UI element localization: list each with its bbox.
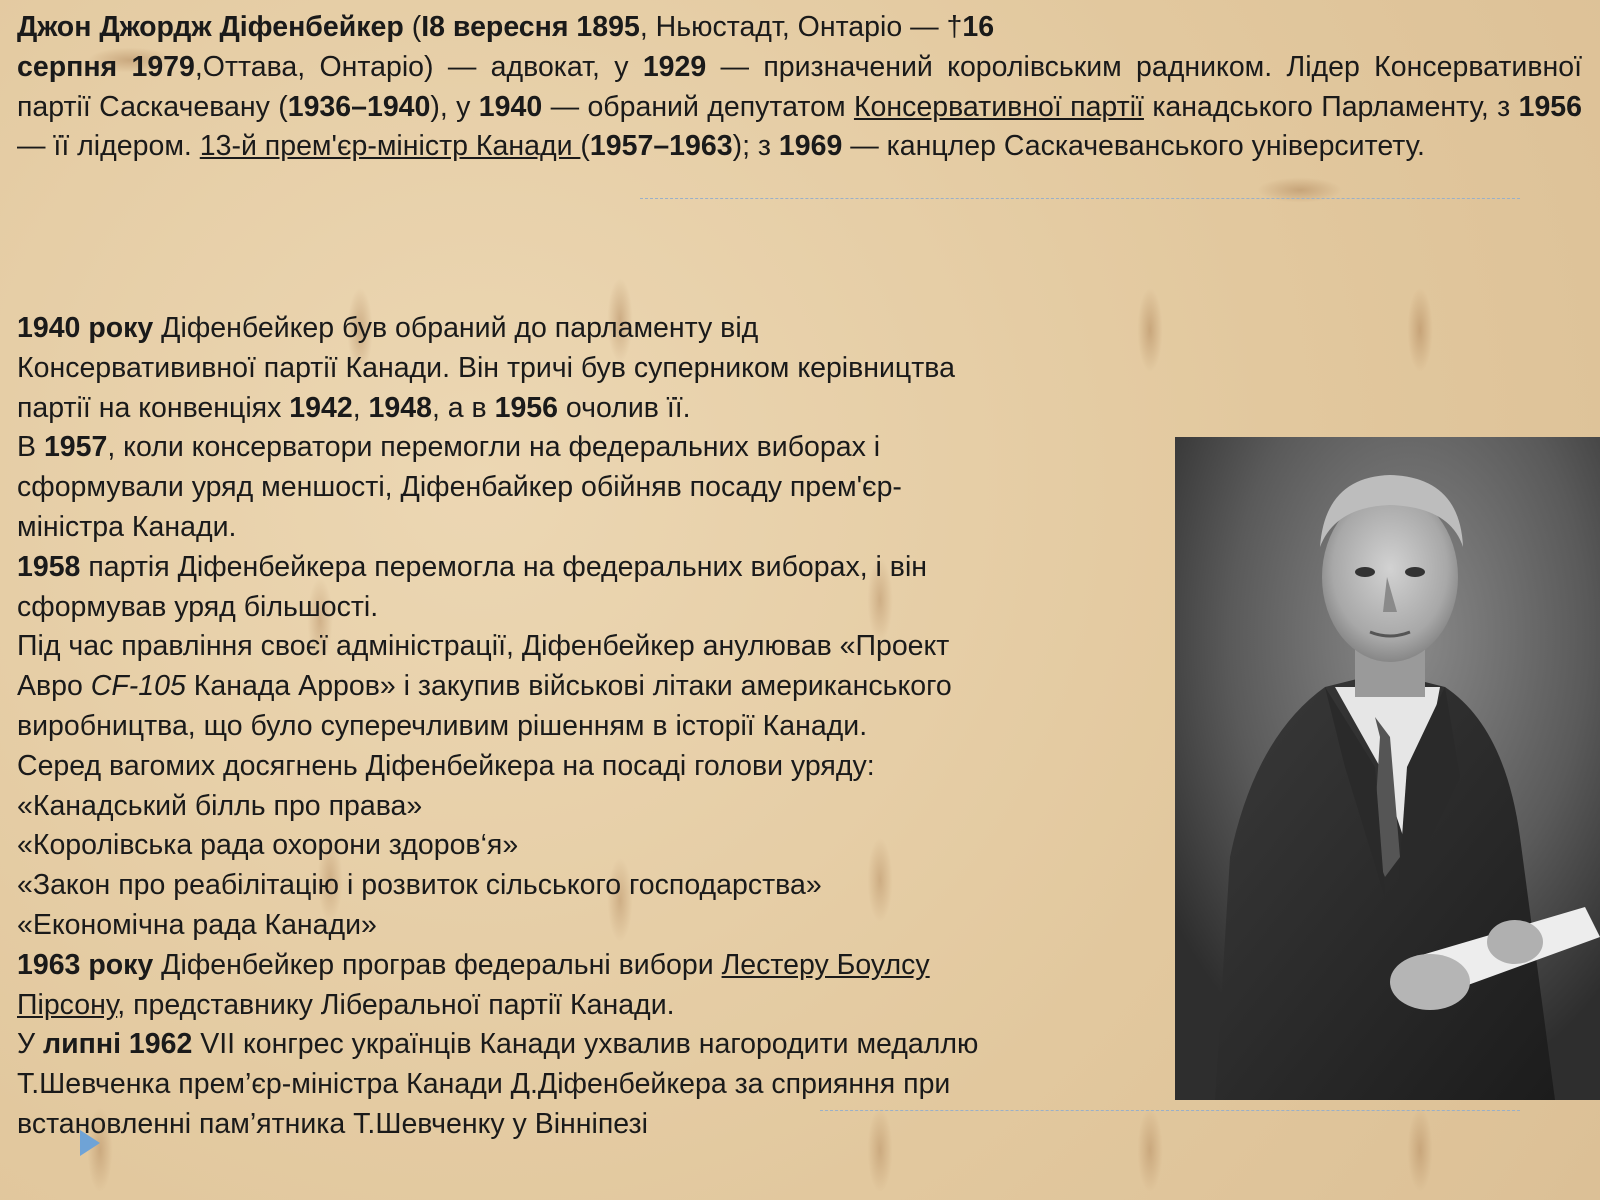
body-text: Під час правління своєї адміністрації, Діфенбейкер анулював «Проект (17, 630, 950, 663)
body-text: міністра Канади. (17, 510, 237, 543)
achievement-item (17, 906, 1135, 946)
body-line (17, 1065, 1135, 1105)
portrait-illustration (1175, 437, 1600, 1100)
intro-text: , Ньюстадт, Онтаріо — † (639, 11, 963, 43)
body-text: Діфенбейкер був обраний до парламенту від (153, 312, 759, 344)
play-triangle-icon[interactable] (80, 1130, 100, 1156)
body-text: Канада Арров» і закупив військові літаки американського (185, 670, 952, 703)
body-line (17, 707, 1135, 747)
body-text: партії на конвенціях (17, 391, 290, 424)
year-highlight: 1940 (478, 90, 543, 123)
body-line (17, 389, 1135, 429)
achievement-item (17, 787, 1135, 827)
body-text: «Королівська рада охорони здоров‘я» (17, 829, 519, 862)
achievement-item (17, 826, 1135, 866)
year-highlight: 1936–1940 (287, 90, 431, 123)
body-line (17, 1025, 1135, 1065)
pearson-link[interactable]: Пірсону (17, 988, 118, 1021)
body-text: , а в (431, 391, 495, 424)
body-text: «Канадський білль про права» (17, 789, 423, 822)
body-line (17, 627, 1135, 667)
year-highlight: 1958 (17, 550, 81, 583)
year-highlight: 1956 (1518, 90, 1582, 123)
body-line (17, 468, 1135, 508)
body-line (17, 747, 1135, 787)
year-highlight: 1940 року (17, 312, 154, 344)
intro-text: — призначений королівським радником. Лідер Консервативної партії Саскачевану ( (17, 50, 1582, 123)
year-highlight: 1969 (778, 130, 843, 163)
pearson-link[interactable]: Лестеру Боулсу (721, 948, 930, 981)
body-text: В (17, 431, 44, 464)
body-text: встановленні пам’ятника Т.Шевченку у Вінніпезі (17, 1107, 648, 1140)
portrait-photo (1175, 437, 1600, 1100)
body-line (17, 349, 1135, 389)
body-line (17, 986, 1135, 1026)
body-line (17, 946, 1135, 986)
body-text: сформував уряд більшості. (17, 590, 379, 623)
intro-text: ( (403, 11, 422, 43)
body-text: сформували уряд меншості, Діфенбайкер обійняв посаду прем'єр- (17, 471, 902, 504)
body-text: Авро (17, 670, 91, 703)
birth-date: І8 вересня 1895 (421, 11, 640, 43)
body-line (17, 1105, 1135, 1145)
intro-text: ,Оттава, Онтаріо) — адвокат, у (194, 50, 643, 83)
death-day: 16 (962, 11, 995, 43)
body-text: «Закон про реабілітацію і розвиток сільського господарства» (17, 869, 822, 902)
body-text: очолив її. (558, 391, 691, 424)
year-highlight: 1957–1963 (589, 130, 733, 163)
body-text: виробництва, що було суперечливим рішенням в історії Канади. (17, 709, 868, 742)
body-line (17, 588, 1135, 628)
conservative-party-link[interactable]: Консервативної партії (853, 90, 1144, 123)
intro-text: ), у (430, 90, 479, 123)
year-highlight: 1942 (289, 391, 353, 424)
year-highlight: липні 1962 (43, 1028, 193, 1061)
body-text: Консерватививної партії Канади. Він тричі був суперником керівництва (17, 351, 955, 384)
intro-text: — канцлер Саскачеванського університету. (842, 130, 1425, 163)
body-text: Т.Шевченка прем’єр-міністра Канади Д.Діфенбейкера за сприяння при (17, 1068, 951, 1101)
body-text: , (352, 391, 369, 424)
year-highlight: 1948 (368, 391, 432, 424)
body-text: У (17, 1028, 44, 1061)
intro-text: канадського Парламенту, з (1143, 90, 1519, 123)
achievement-item (17, 866, 1135, 906)
death-date: серпня 1979 (17, 50, 195, 83)
intro-text: — її лідером. (17, 130, 200, 163)
body-text: Діфенбейкер програв федеральні вибори (153, 948, 722, 981)
body-text: «Економічна рада Канади» (17, 908, 377, 941)
person-name: Джон Джордж Діфенбейкер (17, 11, 404, 43)
body-line (17, 667, 1135, 707)
intro-paragraph (17, 8, 1582, 167)
body-text: VII конгрес українців Канади ухвалив нагородити медаллю (192, 1028, 979, 1061)
year-highlight: 1929 (642, 50, 707, 83)
intro-text: ( (580, 130, 590, 163)
year-highlight: 1957 (43, 431, 108, 464)
biography-body (17, 309, 1135, 1145)
top-dashed-divider (640, 198, 1520, 199)
year-highlight: 1956 (494, 391, 559, 424)
prime-minister-link[interactable]: 13-й прем'єр-міністр Канади (199, 130, 581, 163)
aircraft-model: CF-105 (90, 670, 186, 703)
body-line (17, 309, 1135, 349)
body-line (17, 508, 1135, 548)
body-line (17, 428, 1135, 468)
body-line (17, 548, 1135, 588)
year-highlight: 1963 року (17, 948, 154, 981)
body-text: , коли консерватори перемогли на федеральних виборах і (107, 431, 881, 464)
body-text: партія Діфенбейкера перемогла на федеральних виборах, і він (80, 550, 928, 583)
intro-text: ); з (732, 130, 779, 163)
intro-text: — обраний депутатом (542, 90, 854, 123)
body-text: Серед вагомих досягнень Діфенбейкера на посаді голови уряду: (17, 749, 875, 782)
body-text: , представнику Ліберальної партії Канади. (117, 988, 675, 1021)
